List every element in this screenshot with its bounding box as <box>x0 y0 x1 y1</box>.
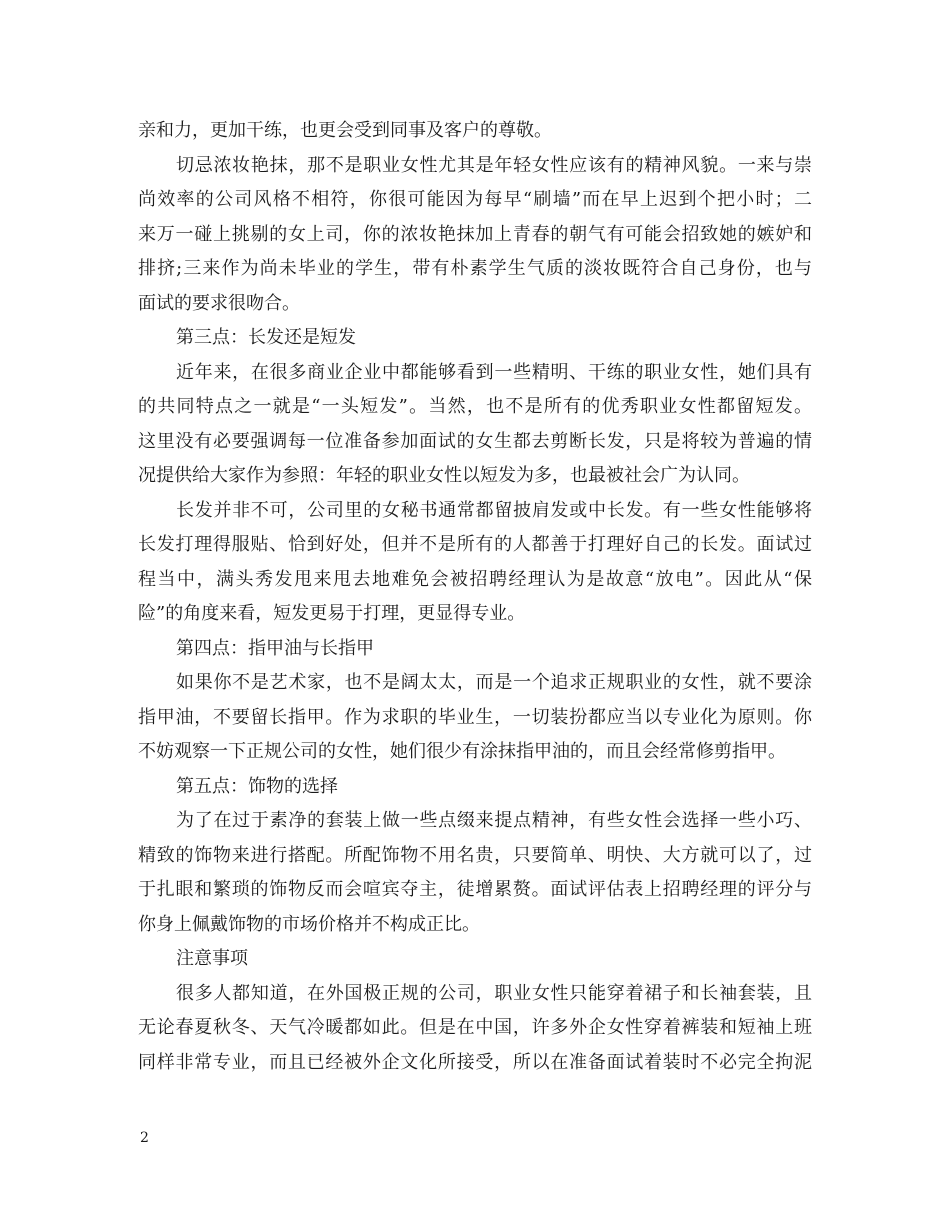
text-line: 如果你不是艺术家，也不是阔太太，而是一个追求正规职业的女性，就不要涂 <box>176 672 812 693</box>
text-line: 同样非常专业，而且已经被外企文化所接受，所以在准备面试着装时不必完全拘泥 <box>138 1051 812 1073</box>
text-line: 切忌浓妆艳抹，那不是职业女性尤其是年轻女性应该有的精神风貌。一来与崇 <box>176 154 812 176</box>
text-line: 无论春夏秋冬、天气冷暖都如此。但是在中国，许多外企女性穿着裤装和短袖上班 <box>138 1017 812 1038</box>
text-line: 第五点：饰物的选择 <box>176 775 338 797</box>
text-line: 尚效率的公司风格不相符，你很可能因为每早“刷墙”而在早上迟到个把小时；二 <box>138 189 812 210</box>
text-line: 的共同特点之一就是“一头短发”。当然，也不是所有的优秀职业女性都留短发。 <box>138 396 812 417</box>
text-line: 你身上佩戴饰物的市场价格并不构成正比。 <box>138 913 480 935</box>
text-line: 于扎眼和繁琐的饰物反而会喧宾夺主，徒增累赘。面试评估表上招聘经理的评分与 <box>138 879 812 900</box>
text-line: 排挤;三来作为尚未毕业的学生，带有朴素学生气质的淡妆既符合自己身份，也与 <box>138 258 812 279</box>
text-line: 长发打理得服贴、恰到好处，但并不是所有的人都善于打理好自己的长发。面试过 <box>138 534 812 555</box>
text-line: 近年来，在很多商业企业中都能够看到一些精明、干练的职业女性，她们具有 <box>176 361 812 383</box>
page-number: 2 <box>140 1130 149 1146</box>
text-line: 很多人都知道，在外国极正规的公司，职业女性只能穿着裙子和长袖套装，且 <box>176 982 812 1004</box>
text-line: 长发并非不可，公司里的女秘书通常都留披肩发或中长发。有一些女性能够将 <box>176 499 812 521</box>
text-line: 况提供给大家作为参照：年轻的职业女性以短发为多，也最被社会广为认同。 <box>138 465 750 486</box>
text-line: 第四点：指甲油与长指甲 <box>176 637 374 659</box>
text-line: 注意事项 <box>176 948 248 969</box>
text-line: 指甲油，不要留长指甲。作为求职的毕业生，一切装扮都应当以专业化为原则。你 <box>138 706 812 728</box>
text-line: 面试的要求很吻合。 <box>138 292 300 314</box>
text-line: 精致的饰物来进行搭配。所配饰物不用名贵，只要简单、明快、大方就可以了，过 <box>138 844 812 866</box>
text-line: 这里没有必要强调每一位准备参加面试的女生都去剪断长发，只是将较为普遍的情 <box>138 430 812 452</box>
text-line: 险”的角度来看，短发更易于打理，更显得专业。 <box>138 603 526 624</box>
text-line: 来万一碰上挑剔的女上司，你的浓妆艳抹加上青春的朝气有可能会招致她的嫉妒和 <box>138 223 812 245</box>
text-line: 为了在过于素净的套装上做一些点缀来提点精神，有些女性会选择一些小巧、 <box>176 810 812 831</box>
text-line: 程当中，满头秀发甩来甩去地难免会被招聘经理认为是故意“放电”。因此从“保 <box>138 568 812 590</box>
document-body <box>138 114 812 1080</box>
text-line: 第三点：长发还是短发 <box>176 327 356 348</box>
text-line: 亲和力，更加干练，也更会受到同事及客户的尊敬。 <box>138 120 552 141</box>
text-line: 不妨观察一下正规公司的女性，她们很少有涂抹指甲油的，而且会经常修剪指甲。 <box>138 741 786 762</box>
